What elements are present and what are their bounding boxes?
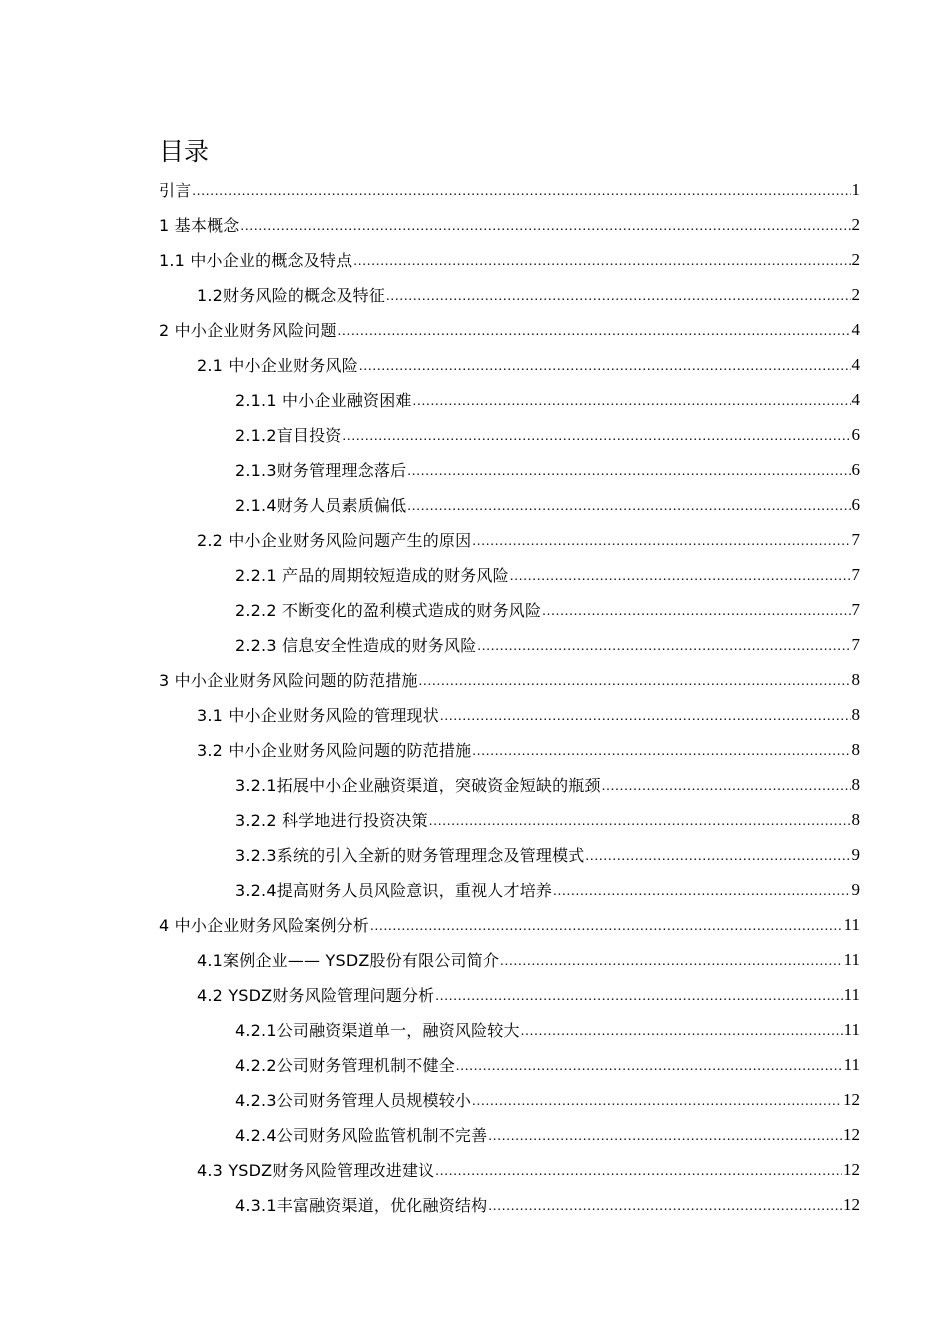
toc-entry-page-number: 1 [851,179,860,199]
toc-entry-page-number: 4 [851,389,860,409]
toc-entry-label: 1.2财务风险的概念及特征 [197,286,386,305]
toc-entry[interactable] [159,627,860,662]
toc-dot-leader [472,534,850,550]
toc-entry[interactable] [159,1152,860,1187]
toc-entry[interactable] [159,1187,860,1222]
toc-entry[interactable] [159,872,860,907]
toc-entry-page-number: 9 [851,844,860,864]
toc-entry-page-number: 12 [843,1124,860,1144]
toc-dot-leader [440,709,851,725]
toc-entry[interactable] [159,417,860,452]
toc-entry-label: 4.2.2公司财务管理机制不健全 [235,1056,455,1075]
toc-entry-label: 3.2.2 科学地进行投资决策 [235,811,428,830]
toc-entry[interactable] [159,452,860,487]
toc-entry-label: 4.3.1丰富融资渠道，优化融资结构 [235,1196,488,1215]
toc-dot-leader [240,219,850,235]
toc-entry-page-number: 7 [851,599,860,619]
toc-entry-label: 3 中小企业财务风险问题的防范措施 [159,671,418,690]
toc-entry-page-number: 11 [843,1019,860,1039]
toc-entry-label: 3.2.3系统的引入全新的财务管理理念及管理模式 [235,846,585,865]
toc-entry-label: 3.2 中小企业财务风险问题的防范措施 [197,741,472,760]
toc-entry-label: 1.1 中小企业的概念及特点 [159,251,353,270]
toc-dot-leader [553,884,850,900]
toc-entry-page-number: 4 [851,354,860,374]
toc-dot-leader [435,989,842,1005]
toc-dot-leader [338,324,851,340]
toc-entry-label: 引言 [159,181,192,200]
toc-dot-leader [500,954,842,970]
toc-entry-page-number: 9 [851,879,860,899]
toc-dot-leader [359,359,851,375]
toc-dot-leader [586,849,851,865]
toc-entry-label: 4.2.3公司财务管理人员规模较小 [235,1091,472,1110]
toc-dot-leader [429,814,851,830]
toc-entry-label: 2.2.1 产品的周期较短造成的财务风险 [235,566,509,585]
toc-entry-page-number: 8 [851,669,860,689]
toc-entry-label: 2.1.2盲目投资 [235,426,342,445]
toc-title: 目录 [159,137,210,166]
toc-entry-page-number: 6 [851,494,860,514]
toc-entry-page-number: 12 [843,1159,860,1179]
toc-dot-leader [472,1094,842,1110]
toc-entry-label: 2.2.3 信息安全性造成的财务风险 [235,636,477,655]
toc-entry[interactable] [159,347,860,382]
toc-dot-leader [413,394,851,410]
toc-entry-label: 2.1.3财务管理理念落后 [235,461,407,480]
toc-entry-page-number: 7 [851,634,860,654]
toc-entry-label: 4.3 YSDZ财务风险管理改进建议 [197,1161,435,1180]
toc-entry[interactable] [159,907,860,942]
toc-entry[interactable] [159,522,860,557]
toc-dot-leader [456,1059,843,1075]
toc-entry-label: 2.2 中小企业财务风险问题产生的原因 [197,531,472,550]
toc-entry-label: 2 中小企业财务风险问题 [159,321,337,340]
toc-entry-page-number: 6 [851,424,860,444]
toc-entry[interactable] [159,697,860,732]
toc-entry-label: 3.2.4提高财务人员风险意识，重视人才培养 [235,881,553,900]
toc-entry-page-number: 7 [851,564,860,584]
toc-entry[interactable] [159,1012,860,1047]
toc-entry[interactable] [159,1117,860,1152]
toc-entry-label: 1 基本概念 [159,216,240,235]
toc-dot-leader [407,499,850,515]
toc-dot-leader [477,639,850,655]
toc-entry-page-number: 11 [843,1054,860,1074]
toc-entry-page-number: 8 [851,809,860,829]
toc-entry-page-number: 12 [843,1089,860,1109]
toc-dot-leader [370,919,843,935]
toc-entry[interactable] [159,662,860,697]
toc-dot-leader [419,674,851,690]
toc-entry-label: 2.1.1 中小企业融资困难 [235,391,412,410]
toc-entry-page-number: 4 [851,319,860,339]
toc-entry-page-number: 8 [851,739,860,759]
toc-entry[interactable] [159,277,860,312]
toc-entry[interactable] [159,802,860,837]
toc-entry-label: 4.1案例企业—— YSDZ股份有限公司简介 [197,951,500,970]
toc-entry-page-number: 2 [851,249,860,269]
toc-dot-leader [521,1024,843,1040]
toc-entry[interactable] [159,837,860,872]
toc-entry[interactable] [159,207,860,242]
toc-entry[interactable] [159,557,860,592]
toc-entry-label: 4.2.1公司融资渠道单一，融资风险较大 [235,1021,520,1040]
toc-dot-leader [353,254,850,270]
toc-entry-page-number: 11 [843,914,860,934]
toc-entry[interactable] [159,1082,860,1117]
toc-entry[interactable] [159,767,860,802]
toc-entry-page-number: 6 [851,459,860,479]
toc-dot-leader [343,429,851,445]
toc-entry[interactable] [159,977,860,1012]
toc-entry-page-number: 7 [851,529,860,549]
toc-entry-label: 2.2.2 不断变化的盈利模式造成的财务风险 [235,601,542,620]
toc-entry[interactable] [159,312,860,347]
toc-entry[interactable] [159,732,860,767]
toc-dot-leader [510,569,851,585]
table-of-contents [159,172,860,1222]
toc-entry-label: 4.2.4公司财务风险监管机制不完善 [235,1126,488,1145]
toc-entry-label: 2.1 中小企业财务风险 [197,356,358,375]
toc-entry-page-number: 2 [851,284,860,304]
toc-dot-leader [435,1164,842,1180]
toc-dot-leader [488,1129,842,1145]
toc-dot-leader [472,744,850,760]
toc-entry-page-number: 12 [843,1194,860,1214]
toc-entry-page-number: 2 [851,214,860,234]
toc-entry-page-number: 11 [843,984,860,1004]
toc-dot-leader [542,604,850,620]
toc-entry-label: 2.1.4财务人员素质偏低 [235,496,407,515]
toc-entry-label: 4.2 YSDZ财务风险管理问题分析 [197,986,435,1005]
toc-dot-leader [488,1199,842,1215]
toc-entry-label: 3.1 中小企业财务风险的管理现状 [197,706,439,725]
toc-entry[interactable] [159,487,860,522]
toc-entry-page-number: 11 [843,949,860,969]
toc-dot-leader [192,184,850,200]
toc-entry[interactable] [159,172,860,207]
toc-entry[interactable] [159,942,860,977]
toc-dot-leader [407,464,850,480]
toc-entry[interactable] [159,382,860,417]
toc-entry-label: 3.2.1拓展中小企业融资渠道，突破资金短缺的瓶颈 [235,776,601,795]
toc-entry-page-number: 8 [851,774,860,794]
toc-entry[interactable] [159,242,860,277]
toc-dot-leader [602,779,851,795]
toc-entry-page-number: 8 [851,704,860,724]
toc-entry-label: 4 中小企业财务风险案例分析 [159,916,370,935]
toc-entry[interactable] [159,1047,860,1082]
toc-entry[interactable] [159,592,860,627]
toc-dot-leader [386,289,850,305]
